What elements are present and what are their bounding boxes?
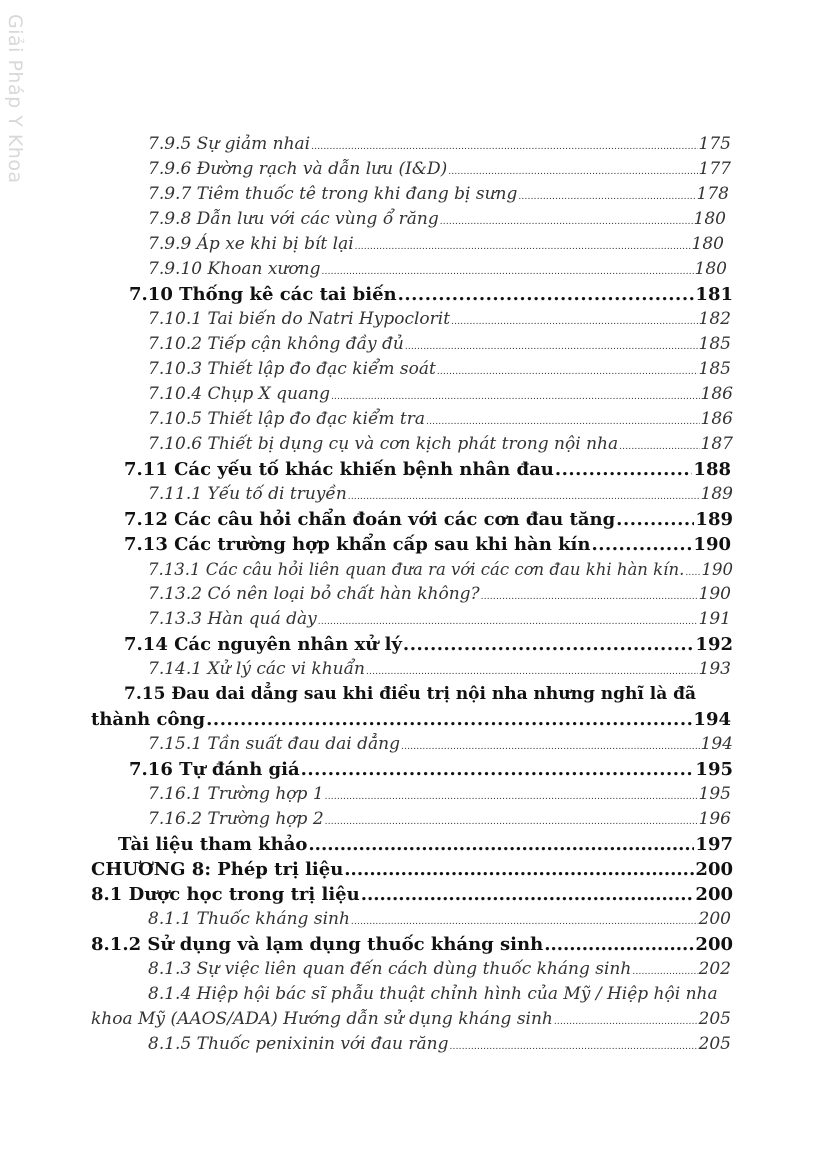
- toc-entry[interactable]: [129, 757, 733, 782]
- toc-entry[interactable]: [148, 1032, 731, 1057]
- toc-page-number: 197: [695, 834, 733, 855]
- toc-entry[interactable]: [124, 532, 731, 557]
- toc-entry[interactable]: [124, 507, 733, 532]
- toc-leader: [544, 932, 694, 957]
- toc-entry-title: 7.11 Các yếu tố khác khiến bệnh nhân đau: [124, 459, 554, 480]
- toc-entry[interactable]: [118, 832, 733, 857]
- toc-entry[interactable]: [148, 307, 731, 332]
- toc-entry-title: 8.1 Dược học trong trị liệu: [91, 884, 360, 905]
- toc-page-number: 185: [698, 359, 731, 379]
- toc-entry[interactable]: [148, 907, 731, 932]
- toc-page-number: 187: [700, 434, 733, 454]
- toc-entry[interactable]: [148, 807, 731, 832]
- toc-page-number: 178: [696, 184, 729, 204]
- toc-leader: [591, 532, 692, 557]
- toc-page-number: 190: [698, 584, 731, 604]
- toc-leader: [616, 507, 694, 532]
- toc-leader: [449, 1035, 697, 1060]
- toc-entry-title: 8.1.5 Thuốc penixinin với đau răng: [148, 1034, 449, 1054]
- toc-entry-title: 7.13.2 Có nên loại bỏ chất hàn không?: [148, 584, 480, 604]
- toc-entry-title: 8.1.2 Sử dụng và lạm dụng thuốc kháng sinh: [91, 934, 544, 955]
- toc-page-number: 180: [694, 259, 727, 279]
- toc-entry[interactable]: [148, 582, 731, 607]
- toc-page-number: 191: [698, 609, 731, 629]
- toc-entry-title: 7.9.6 Đường rạch và dẫn lưu (I&D): [148, 159, 448, 179]
- toc-entry[interactable]: [91, 707, 731, 732]
- toc-entry[interactable]: [124, 632, 733, 657]
- toc-leader: [344, 857, 694, 882]
- toc-page-number: 180: [691, 234, 724, 254]
- toc-entry-title: 8.1.4 Hiệp hội bác sĩ phẫu thuật chỉnh hình của Mỹ / Hiệp hội nha: [148, 984, 718, 1004]
- toc-entry[interactable]: [91, 932, 733, 957]
- toc-entry-title: 7.15.1 Tần suất đau dai dẳng: [148, 734, 400, 754]
- toc-page-number: 181: [695, 284, 733, 305]
- toc-entry[interactable]: [148, 382, 733, 407]
- toc-entry[interactable]: [148, 132, 731, 157]
- toc-page-number: 189: [695, 509, 733, 530]
- toc-page-number: 189: [700, 484, 733, 504]
- toc-page-number: 196: [698, 809, 731, 829]
- toc-entry-title: CHƯƠNG 8: Phép trị liệu: [91, 859, 344, 880]
- toc-leader: [403, 632, 695, 657]
- toc-page-number: 200: [695, 934, 733, 955]
- toc-entry[interactable]: [148, 232, 724, 257]
- toc-entry-title: 7.13.1 Các câu hỏi liên quan đưa ra với các cơn đau khi hàn kín.: [148, 560, 685, 579]
- toc-leader: [361, 882, 695, 907]
- toc-entry[interactable]: [129, 282, 733, 307]
- toc-entry-title: 7.15 Đau dai dẳng sau khi điều trị nội nha nhưng nghĩ là đã: [124, 684, 697, 704]
- toc-entry[interactable]: [148, 957, 731, 982]
- toc-entry-title: 7.13.3 Hàn quá dày: [148, 609, 317, 629]
- toc-page-number: 186: [700, 384, 733, 404]
- toc-entry-title: 7.10.5 Thiết lập đo đạc kiểm tra: [148, 409, 426, 429]
- toc-leader: [398, 282, 695, 307]
- toc-page-number: 193: [698, 659, 731, 679]
- toc-entry-title: 7.14 Các nguyên nhân xử lý: [124, 634, 402, 655]
- toc-entry[interactable]: [148, 332, 731, 357]
- toc-page-number: 190: [701, 560, 733, 579]
- toc-entry-title: 7.14.1 Xử lý các vi khuẩn: [148, 659, 365, 679]
- toc-page-number: 188: [693, 459, 731, 480]
- toc-leader: [308, 832, 694, 857]
- toc-page-number: 194: [693, 709, 731, 730]
- toc-entry-title: 7.9.5 Sự giảm nhai: [148, 134, 311, 154]
- toc-entry[interactable]: [148, 657, 731, 682]
- toc-entry-title: Tài liệu tham khảo: [118, 834, 308, 855]
- toc-page-number: 202: [698, 959, 731, 979]
- toc-entry[interactable]: [148, 257, 727, 282]
- toc-entry-title: 7.9.10 Khoan xương: [148, 259, 321, 279]
- toc-entry[interactable]: [148, 482, 733, 507]
- toc-entry[interactable]: [124, 682, 704, 707]
- toc-entry-title: 7.9.8 Dẫn lưu với các vùng ổ răng: [148, 209, 439, 229]
- toc-entry-title: 7.16.1 Trường hợp 1: [148, 784, 324, 804]
- toc-entry-title: 7.9.7 Tiêm thuốc tê trong khi đang bị sưng: [148, 184, 518, 204]
- toc-entry-title: 7.10.6 Thiết bị dụng cụ và cơn kịch phát trong nội nha: [148, 434, 619, 454]
- toc-entry[interactable]: [148, 432, 733, 457]
- toc-entry-title: khoa Mỹ (AAOS/ADA) Hướng dẫn sử dụng kháng sinh: [91, 1009, 553, 1029]
- toc-entry[interactable]: [148, 732, 733, 757]
- toc-entry-title: 7.10.3 Thiết lập đo đạc kiểm soát: [148, 359, 436, 379]
- toc-page-number: 175: [698, 134, 731, 154]
- toc-entry[interactable]: [91, 1007, 731, 1032]
- toc-entry-title: 8.1.1 Thuốc kháng sinh: [148, 909, 350, 929]
- toc-entry[interactable]: [124, 457, 731, 482]
- toc-page-number: 195: [695, 759, 733, 780]
- toc-entry-title: 7.10.2 Tiếp cận không đầy đủ: [148, 334, 404, 354]
- toc-page-number: 194: [700, 734, 733, 754]
- toc-entry-title: 7.11.1 Yếu tố di truyền: [148, 484, 347, 504]
- toc-entry[interactable]: [148, 357, 731, 382]
- toc-entry-title: 7.13 Các trường hợp khẩn cấp sau khi hàn kín: [124, 534, 591, 555]
- toc-page-number: 205: [698, 1034, 731, 1054]
- toc-page-number: 200: [695, 884, 733, 905]
- toc-entry[interactable]: [148, 982, 728, 1007]
- toc-entry[interactable]: [148, 557, 733, 582]
- toc-entry[interactable]: [148, 407, 733, 432]
- toc-entry-title: thành công: [91, 709, 206, 730]
- toc-page-number: 200: [695, 859, 733, 880]
- toc-page-number: 200: [698, 909, 731, 929]
- toc-entry-title: 7.10 Thống kê các tai biến: [129, 284, 397, 305]
- toc-entry[interactable]: [148, 607, 731, 632]
- toc-entry[interactable]: [148, 782, 731, 807]
- toc-page-number: 195: [698, 784, 731, 804]
- toc-page-number: 185: [698, 334, 731, 354]
- toc-page-number: 177: [698, 159, 731, 179]
- toc-entry-title: 7.12 Các câu hỏi chẩn đoán với các cơn đau tăng: [124, 509, 616, 530]
- toc-leader: [301, 757, 695, 782]
- toc-entry-title: 8.1.3 Sự việc liên quan đến cách dùng thuốc kháng sinh: [148, 959, 632, 979]
- side-watermark: Giải Pháp Y Khoa: [4, 14, 26, 184]
- toc-entry[interactable]: [91, 882, 733, 907]
- toc-page-number: 205: [698, 1009, 731, 1029]
- toc-entry-title: 7.9.9 Áp xe khi bị bít lại: [148, 234, 354, 254]
- toc-entry-title: 7.10.4 Chụp X quang: [148, 384, 330, 404]
- toc-page-number: 190: [693, 534, 731, 555]
- toc-entry[interactable]: [148, 207, 726, 232]
- toc-entry-title: 7.16.2 Trường hợp 2: [148, 809, 324, 829]
- toc-entry-title: 7.16 Tự đánh giá: [129, 759, 300, 780]
- toc-page-number: 186: [700, 409, 733, 429]
- toc-entry[interactable]: [148, 157, 731, 182]
- toc-leader: [206, 707, 692, 732]
- toc-entry[interactable]: [91, 857, 733, 882]
- toc-page-number: 182: [698, 309, 731, 329]
- toc-page-number: 180: [693, 209, 726, 229]
- toc-leader: [555, 457, 693, 482]
- toc-page-number: 192: [695, 634, 733, 655]
- toc-entry[interactable]: [148, 182, 729, 207]
- toc-entry-title: 7.10.1 Tai biến do Natri Hypoclorit: [148, 309, 451, 329]
